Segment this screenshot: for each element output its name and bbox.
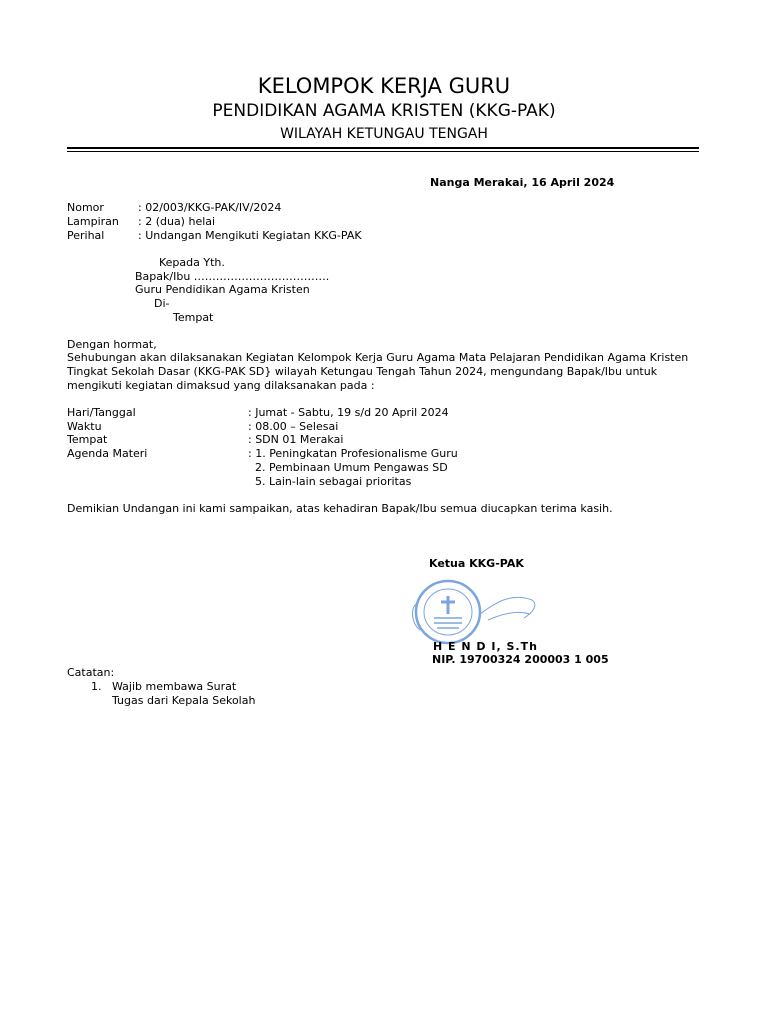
agenda-item: 5. Lain-lain sebagai prioritas [255, 475, 412, 488]
waktu-value: : 08.00 – Selesai [248, 420, 339, 433]
recipient-di: Di- [154, 297, 170, 310]
signature-title: Ketua KKG-PAK [429, 557, 524, 570]
closing-sentence: Demikian Undangan ini kami sampaikan, atas kehadiran Bapak/Ibu semua diucapkan terima kasih. [67, 502, 613, 515]
lampiran-label: Lampiran [67, 215, 119, 228]
agenda-item: : 1. Peningkatan Profesionalisme Guru [248, 447, 458, 460]
place-date: Nanga Merakai, 16 April 2024 [430, 176, 615, 189]
official-stamp-icon [406, 574, 540, 646]
nomor-label: Nomor [67, 201, 104, 214]
notes-item-line: Tugas dari Kepala Sekolah [112, 694, 256, 707]
nomor-value: : 02/003/KKG-PAK/IV/2024 [138, 201, 282, 214]
notes-item-number: 1. [91, 680, 102, 693]
waktu-label: Waktu [67, 420, 102, 433]
hari-value: : Jumat - Sabtu, 19 s/d 20 April 2024 [248, 406, 449, 419]
tempat-value: : SDN 01 Merakai [248, 433, 344, 446]
recipient-role: Guru Pendidikan Agama Kristen [135, 283, 310, 296]
perihal-value: : Undangan Mengikuti Kegiatan KKG-PAK [138, 229, 362, 242]
body-paragraph-line: Tingkat Sekolah Dasar (KKG-PAK SD} wilayah Ketungau Tengah Tahun 2024, mengundang Bapak/Ibu untuk [67, 365, 658, 378]
recipient-tempat: Tempat [173, 311, 214, 324]
letterhead-title: KELOMPOK KERJA GURU [257, 74, 511, 98]
letterhead-divider-thin [67, 151, 699, 152]
signature-name: H E N D I, S.Th [433, 640, 538, 653]
notes-label: Catatan: [67, 666, 115, 679]
notes-item-line: Wajib membawa Surat [112, 680, 237, 693]
recipient-kepada: Kepada Yth. [159, 256, 225, 269]
hari-label: Hari/Tanggal [67, 406, 136, 419]
tempat-label: Tempat [67, 433, 108, 446]
agenda-item: 2. Pembinaan Umum Pengawas SD [255, 461, 448, 474]
recipient-name: Bapak/Ibu ………………………………. [135, 270, 330, 283]
lampiran-value: : 2 (dua) helai [138, 215, 216, 228]
letterhead-divider-thick [67, 147, 699, 149]
body-paragraph-line: Sehubungan akan dilaksanakan Kegiatan Kelompok Kerja Guru Agama Mata Pelajaran Pendidikan Agama Kristen [67, 351, 689, 364]
perihal-label: Perihal [67, 229, 105, 242]
letterhead-subtitle: PENDIDIKAN AGAMA KRISTEN (KKG-PAK) [212, 101, 556, 121]
body-paragraph-line: mengikuti kegiatan dimaksud yang dilaksanakan pada : [67, 379, 375, 392]
letterhead-region: WILAYAH KETUNGAU TENGAH [280, 126, 488, 142]
agenda-label: Agenda Materi [67, 447, 148, 460]
greeting: Dengan hormat, [67, 338, 157, 351]
signature-nip: NIP. 19700324 200003 1 005 [432, 653, 609, 666]
